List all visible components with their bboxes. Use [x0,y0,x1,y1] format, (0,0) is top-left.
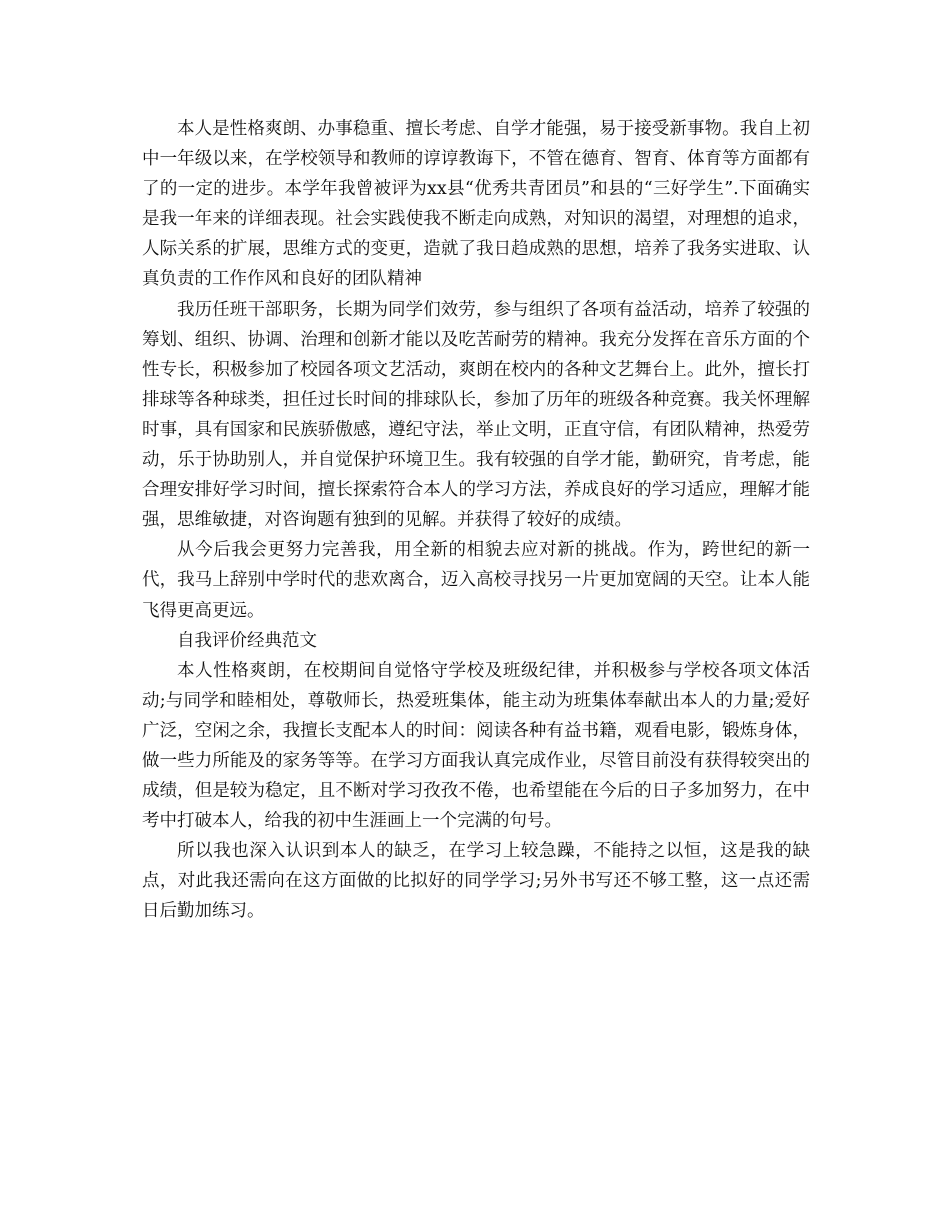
document-body [142,114,810,927]
section-heading: 自我评价经典范文 [177,630,317,651]
paragraph-class-duties: 我历任班干部职务，长期为同学们效劳，参与组织了各项有益活动，培养了较强的筹划、组织、协调、治理和创新才能以及吃苦耐劳的精神。我充分发挥在音乐方面的个性专长，积极参加了校园各项文艺活动，爽朗在校内的各种文艺舞台上。此外，擅长打排球等各种球类，担任过长时间的排球队长，参加了历年的班级各种竞赛。我关怀理解时事，具有国家和民族骄傲感，遵纪守法，举止文明，正直守信，有团队精神，热爱劳动，乐于协助别人，并自觉保护环境卫生。我有较强的自学才能，勤研究，肯考虑，能合理安排好学习时间，擅长探索符合本人的学习方法，养成良好的学习适应，理解才能强，思维敏捷，对咨询题有独到的见解。并获得了较好的成绩。 [142,299,810,531]
paragraph-future: 从今后我会更努力完善我，用全新的相貌去应对新的挑战。作为，跨世纪的新一代，我马上辞别中学时代的悲欢离合，迈入高校寻找另一片更加宽阔的天空。让本人能飞得更高更远。 [142,540,810,621]
paragraph-shortcomings: 所以我也深入认识到本人的缺乏，在学习上较急躁，不能持之以恒，这是我的缺点，对此我还需向在这方面做的比拟好的同学学习;另外书写还不够工整，这一点还需日后勤加练习。 [142,841,810,922]
paragraph-personality: 本人性格爽朗，在校期间自觉恪守学校及班级纪律，并积极参与学校各项文体活动;与同学和睦相处，尊敬师长，热爱班集体，能主动为班集体奉献出本人的力量;爱好广泛，空闲之余，我擅长支配本人的时间：阅读各种有益书籍，观看电影，锻炼身体，做一些力所能及的家务等等。在学习方面我认真完成作业，尽管目前没有获得较突出的成绩，但是较为稳定，且不断对学习孜孜不倦，也希望能在今后的日子多加努力，在中考中打破本人，给我的初中生涯画上一个完满的句号。 [142,660,810,832]
paragraph-intro: 本人是性格爽朗、办事稳重、擅长考虑、自学才能强，易于接受新事物。我自上初中一年级以来，在学校领导和教师的谆谆教诲下，不管在德育、智育、体育等方面都有了的一定的进步。本学年我曾被评为xx县“优秀共青团员”和县的“三好学生”.下面确实是我一年来的详细表现。社会实践使我不断走向成熟，对知识的渴望，对理想的追求，人际关系的扩展，思维方式的变更，造就了我日趋成熟的思想，培养了我务实进取、认真负责的工作作风和良好的团队精神 [142,119,810,290]
